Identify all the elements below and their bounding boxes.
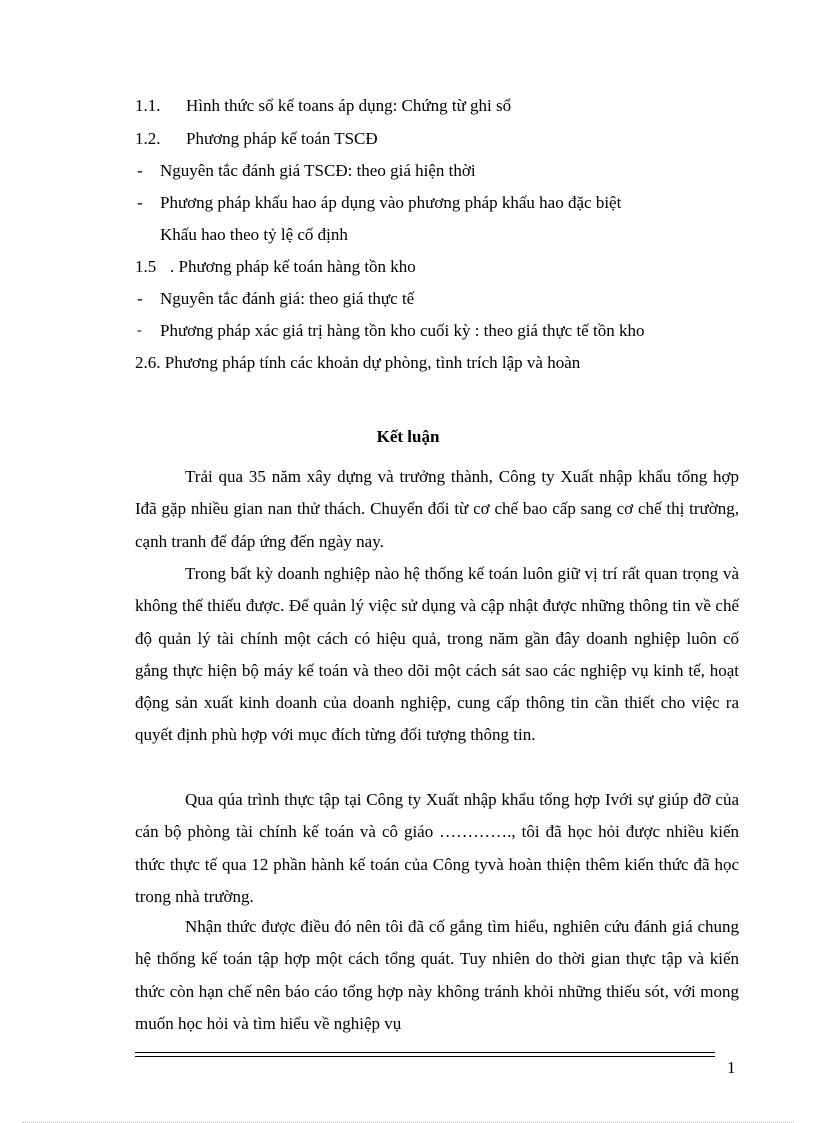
list-item-fixed-asset-method: Phương pháp kế toán TSCĐ — [186, 129, 378, 148]
list-number-1-5: 1.5 — [135, 257, 157, 276]
list-item-ending-inventory: Phương pháp xác giá trị hàng tồn kho cuối kỳ : theo giá thực tế tồn kho — [160, 321, 645, 340]
conclusion-heading: Kết luận — [376, 427, 440, 446]
footer-rule — [135, 1056, 715, 1057]
conclusion-paragraph-2: Trong bất kỳ doanh nghiệp nào hệ thống kế toán luôn giữ vị trí rất quan trọng và không thể thiếu được. Để quản lý việc sử dụng và cập nhật được những thông tin về chế độ quản lý tài chính một cách có hiệu quả, trong năm gần đây doanh nghiệp luôn cố gắng thực hiện bộ máy kế toán và theo dõi một cách sát sao các nghiệp vụ kinh tế, hoạt động sản xuất kinh doanh của doanh nghiệp, cung cấp thông tin cần thiết cho việc ra quyết định phù hợp với mục đích từng đối tượng thông tin. — [135, 564, 739, 745]
list-dash: - — [137, 193, 143, 212]
conclusion-paragraph-4: Nhận thức được điều đó nên tôi đã cố gắng tìm hiểu, nghiên cứu đánh giá chung hệ thống kế toán tập hợp một cách tổng quát. Tuy nhiên do thời gian thực tập và kiến thức còn hạn chế nên báo cáo tổng hợp này không tránh khỏi những thiếu sót, với mong muốn học hỏi và tìm hiểu về nghiệp vụ — [135, 917, 739, 1033]
list-number-1-2: 1.2. — [135, 129, 161, 148]
list-dash: - — [137, 161, 143, 180]
list-number-1-1: 1.1. — [135, 96, 161, 115]
list-dash: - — [137, 289, 143, 308]
list-dash: - — [137, 323, 142, 338]
list-item-depreciation-method: Phương pháp khấu hao áp dụng vào phương pháp khấu hao đặc biệt — [160, 193, 622, 212]
list-item-accounting-form: Hình thức sổ kế toans áp dụng: Chứng từ ghi sổ — [186, 96, 512, 115]
conclusion-paragraph-1: Trải qua 35 năm xây dựng và trưởng thành, Công ty Xuất nhập khẩu tổng hợp Iđã gặp nhiều gian nan thử thách. Chuyển đổi từ cơ chế bao cấp sang cơ chế thị trường, cạnh tranh để đáp ứng đến ngày nay. — [135, 467, 739, 551]
list-item-provisions: 2.6. Phương pháp tính các khoản dự phòng, tình trích lập và hoàn — [135, 353, 581, 372]
list-item-inventory-method: . Phương pháp kế toán hàng tồn kho — [170, 257, 416, 276]
page-number: 1 — [727, 1058, 736, 1077]
list-item-depreciation-rate: Khấu hao theo tỷ lệ cố định — [160, 225, 348, 244]
list-item-valuation-principle: Nguyên tắc đánh giá TSCĐ: theo giá hiện thời — [160, 161, 476, 180]
list-item-inventory-valuation: Nguyên tắc đánh giá: theo giá thực tế — [160, 289, 415, 308]
footer-rule — [135, 1052, 715, 1053]
conclusion-paragraph-3: Qua qúa trình thực tập tại Công ty Xuất nhập khẩu tổng hợp Ivới sự giúp đỡ của cán bộ phòng tài chính kế toán và cô giáo …………., tôi đã học hỏi được nhiều kiến thức thực tế qua 12 phần hành kế toán của Công tyvà hoàn thiện thêm kiến thức đã học trong nhà trường. — [135, 790, 739, 906]
